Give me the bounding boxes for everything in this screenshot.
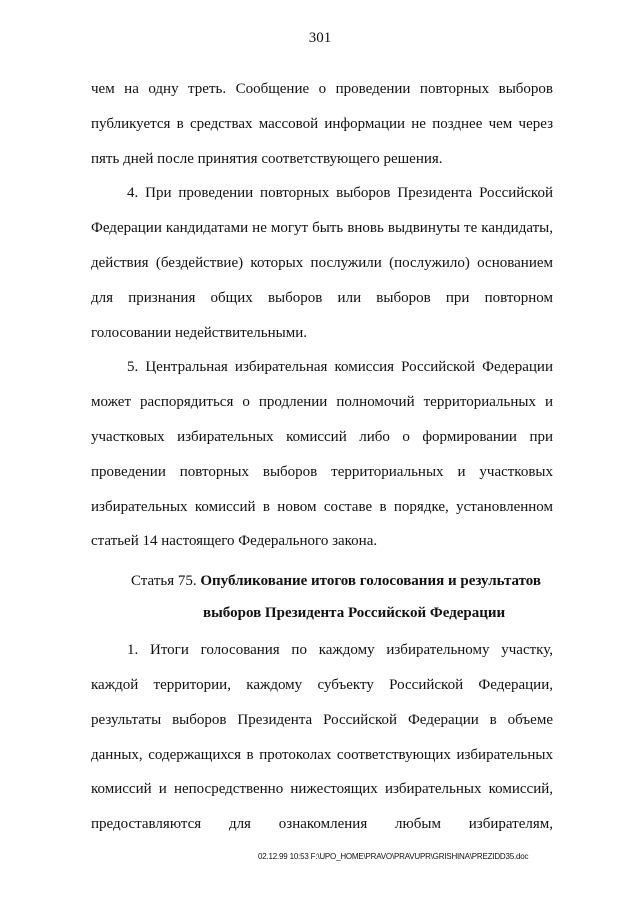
paragraph-4: [91, 176, 553, 350]
text-line: 5. Центральная избирательная комиссия Российской Федерации: [127, 359, 553, 376]
article-heading: [91, 565, 553, 629]
text-line: каждой территории, каждому субъекту Российской Федерации,: [91, 676, 553, 693]
text-line: 4. При проведении повторных выборов Президента Российской: [127, 185, 553, 202]
text-line: проведении повторных выборов территориальных и участковых: [91, 463, 553, 480]
text-line: результаты выборов Президента Российской Федерации в объеме: [91, 711, 553, 728]
paragraph-continuation: [91, 72, 553, 176]
text-line: публикуется в средствах массовой информации не позднее чем через: [91, 115, 553, 132]
text-line: для признания общих выборов или выборов при повторном: [91, 289, 553, 306]
text-line: 1. Итоги голосования по каждому избирательному участку,: [127, 642, 553, 659]
text-line: Федерации кандидатами не могут быть вновь выдвинуты те кандидаты,: [91, 220, 553, 237]
article-label: Статья 75.: [131, 573, 197, 590]
paragraph-5: [91, 350, 553, 559]
file-path-footer: 02.12.99 10:53 F:\UPO_HOME\PRAVO\PRAVUPR\GRISHINA\PREZIDD35.doc: [258, 852, 529, 861]
text-line: предоставляются для ознакомления любым избирателям,: [91, 816, 553, 833]
text-line: статьей 14 настоящего Федерального закона.: [91, 533, 378, 550]
text-line: может распорядиться о продлении полномочий территориальных и: [91, 394, 553, 411]
text-line: данных, содержащихся в протоколах соответствующих избирательных: [91, 746, 553, 763]
text-line: действия (бездействие) которых послужили (послужило) основанием: [91, 254, 553, 271]
text-line: пять дней после принятия соответствующего решения.: [91, 150, 443, 167]
article-title: Опубликование итогов голосования и результатов: [200, 573, 542, 590]
article-title-line-2: выборов Президента Российской Федерации: [203, 605, 506, 622]
text-line: избирательных комиссий в новом составе в порядке, установленном: [91, 498, 553, 515]
document-body: [91, 72, 553, 842]
article-heading-line-1: [91, 565, 553, 597]
text-line: комиссий и непосредственно нижестоящих избирательных комиссий,: [91, 781, 553, 798]
article-paragraph-1: [91, 633, 553, 842]
page-number: 301: [308, 30, 332, 46]
text-line: голосовании недействительными.: [91, 324, 308, 341]
text-line: чем на одну треть. Сообщение о проведении повторных выборов: [91, 81, 553, 97]
text-line: участковых избирательных комиссий либо о формировании при: [91, 428, 553, 445]
